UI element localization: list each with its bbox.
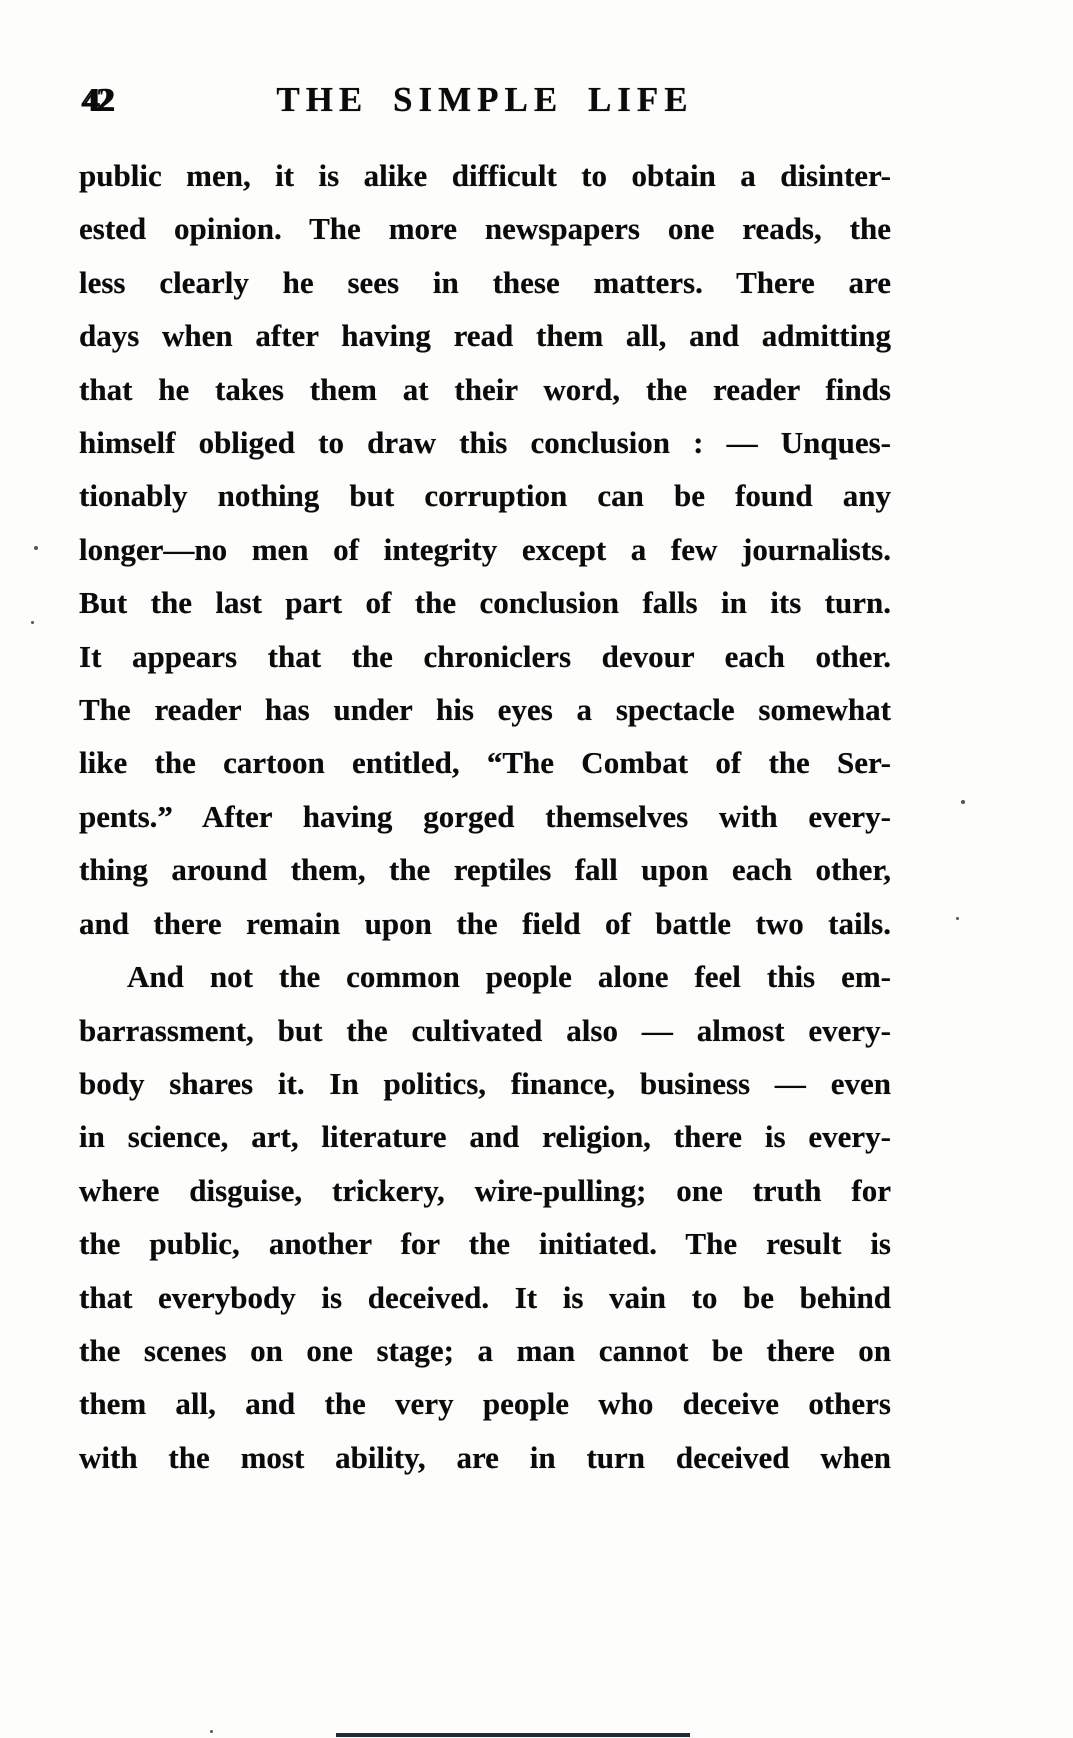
text-line: ested opinion. The more newspapers one reads, the (79, 211, 891, 247)
text-line: the public, another for the initiated. The result is (79, 1226, 891, 1262)
running-title: THE SIMPLE LIFE (276, 80, 694, 119)
scan-speck (210, 1730, 213, 1733)
text-line: where disguise, trickery, wire-pulling; one truth for (79, 1172, 891, 1208)
text-line: and there remain upon the field of battle two tails. (79, 905, 891, 941)
text-line: longer—no men of integrity except a few journalists. (79, 531, 891, 567)
body-text (79, 149, 891, 1484)
scan-speck (34, 546, 38, 550)
text-line: public men, it is alike difficult to obtain a disinter- (79, 158, 891, 193)
text-line: The reader has under his eyes a spectacle somewhat (79, 692, 891, 728)
text-line-paragraph-start: And not the common people alone feel this em- (127, 959, 891, 995)
text-line: the scenes on one stage; a man cannot be there on (79, 1332, 891, 1368)
text-line: with the most ability, are in turn deceived when (79, 1439, 891, 1475)
text-line: thing around them, the reptiles fall upon each other, (79, 852, 891, 888)
text-line: It appears that the chroniclers devour each other. (79, 638, 891, 674)
text-line: himself obliged to draw this conclusion : — Unques- (79, 425, 891, 461)
scan-speck (956, 917, 959, 920)
text-line: pents.” After having gorged themselves with every- (79, 798, 891, 834)
page-number: 42 (81, 82, 111, 119)
text-line: that everybody is deceived. It is vain to be behind (79, 1279, 891, 1315)
text-line: less clearly he sees in these matters. There are (79, 264, 891, 300)
text-line: tionably nothing but corruption can be found any (79, 478, 891, 514)
text-line: days when after having read them all, and admitting (79, 318, 891, 354)
scan-edge-mark (336, 1733, 690, 1737)
text-line: barrassment, but the cultivated also — almost every- (79, 1012, 891, 1048)
text-line: in science, art, literature and religion, there is every- (79, 1119, 891, 1155)
text-line: body shares it. In politics, finance, business — even (79, 1065, 891, 1101)
text-line: that he takes them at their word, the reader finds (79, 371, 891, 407)
page-header (79, 80, 891, 126)
scan-speck (31, 621, 34, 624)
text-line: like the cartoon entitled, “The Combat of the Ser- (79, 745, 891, 781)
scan-speck (961, 800, 965, 804)
text-line: But the last part of the conclusion falls in its turn. (79, 585, 891, 621)
text-line: them all, and the very people who deceive others (79, 1386, 891, 1422)
